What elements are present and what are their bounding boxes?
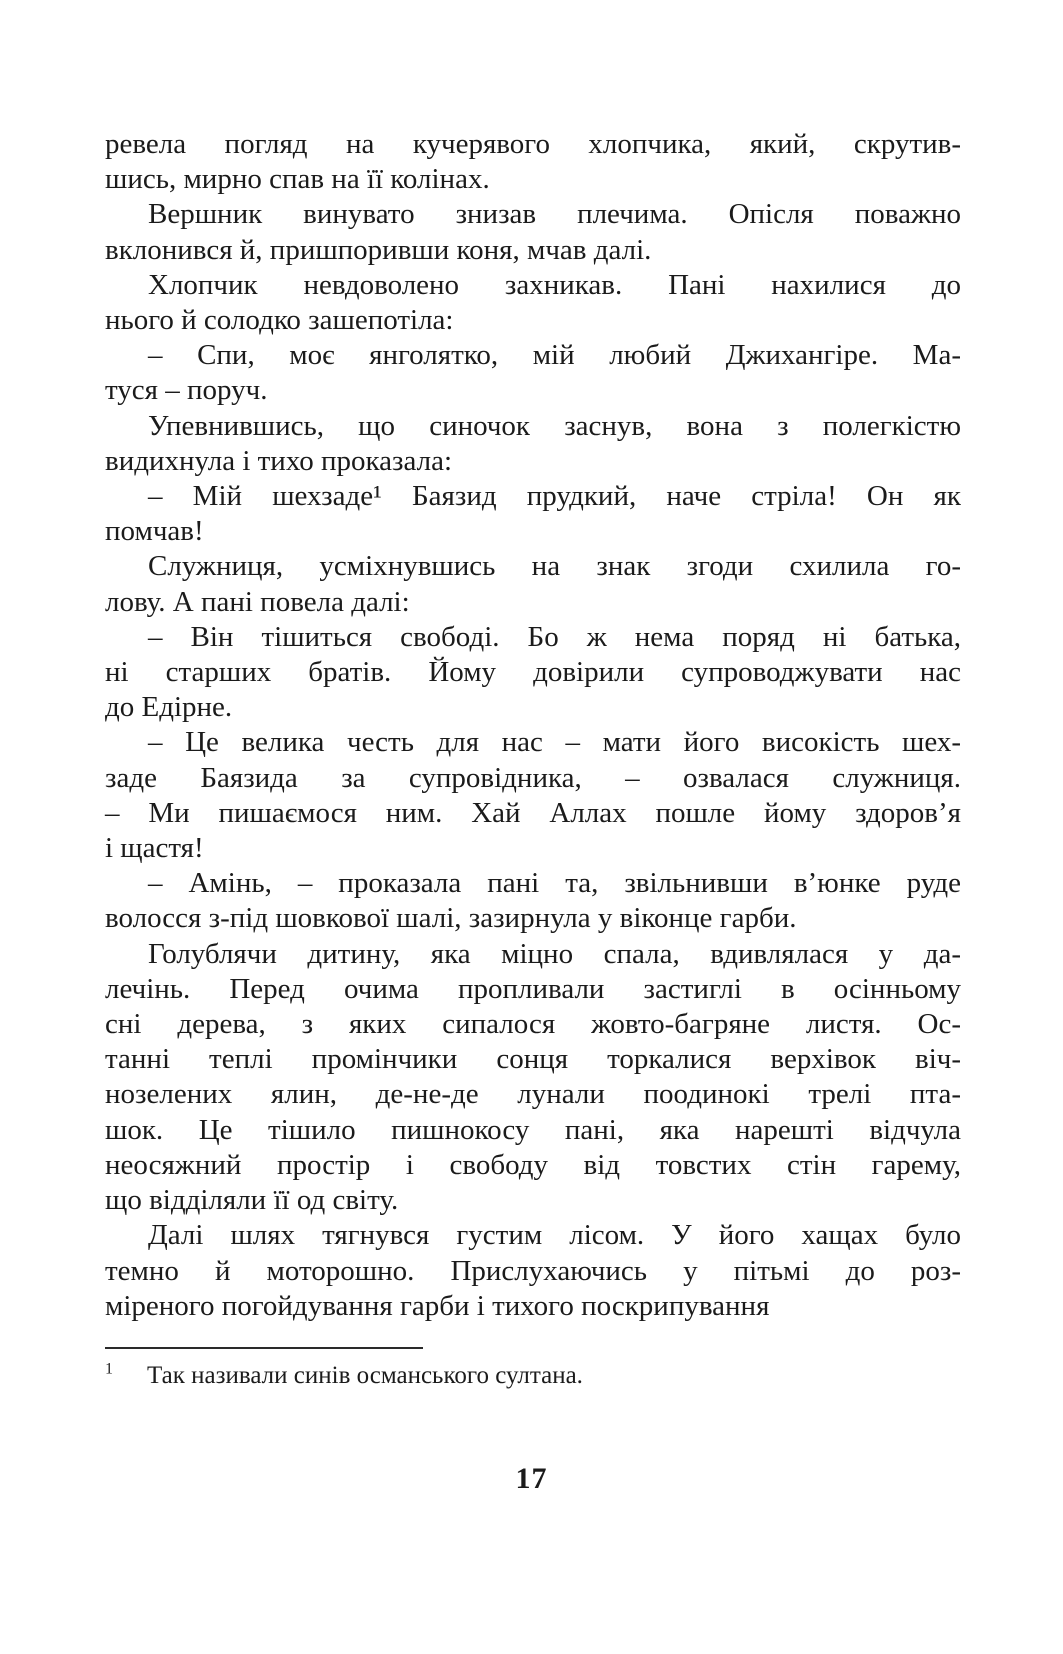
text-line: темно й моторошно. Прислухаючись у пітьмі до роз-	[105, 1254, 961, 1287]
text-line: що відділяли її од світу.	[105, 1184, 399, 1217]
text-line: Вершник винувато знизав плечима. Опісля поважно	[148, 198, 961, 231]
text-line: – Він тішиться свободі. Бо ж нема поряд ні батька,	[148, 620, 961, 653]
text-line: Голублячи дитину, яка міцно спала, вдивлялася у да-	[148, 937, 961, 970]
text-line: лову. А пані повела далі:	[105, 585, 410, 618]
paragraph	[105, 268, 961, 338]
footnote-separator	[105, 1347, 423, 1349]
text-line: волосся з-під шовкової шалі, зазирнула у віконце гарби.	[105, 902, 797, 935]
text-line: Упевнившись, що синочок заснув, вона з полегкістю	[148, 409, 961, 442]
paragraph	[105, 409, 961, 479]
footnote	[105, 1361, 961, 1391]
paragraph	[105, 549, 961, 619]
text-line: шок. Це тішило пишнокосу пані, яка нарешті відчула	[105, 1113, 961, 1146]
paragraph	[105, 937, 961, 1219]
text-line: нозелених ялин, де-не-де лунали поодинокі трелі пта-	[105, 1078, 961, 1111]
text-line: – Ми пишаємося ним. Хай Аллах пошле йому здоров’я	[105, 796, 961, 829]
text-line: – Мій шехзаде¹ Баязид прудкий, наче стріла! Он як	[148, 480, 961, 513]
text-line: Далі шлях тягнувся густим лісом. У його хащах було	[148, 1219, 961, 1252]
text-line: – Амінь, – проказала пані та, звільнивши в’юнке руде	[148, 867, 961, 900]
text-line: – Спи, моє янголятко, мій любий Джихангіре. Ма-	[148, 339, 961, 372]
text-line: – Це велика честь для нас – мати його високість шех-	[148, 726, 961, 759]
paragraph	[105, 197, 961, 267]
text-line: Хлопчик невдоволено захникав. Пані нахилися до	[148, 268, 961, 301]
text-line: вклонився й, пришпоривши коня, мчав далі.	[105, 233, 652, 266]
footnote-text: Так називали синів османського султана.	[147, 1362, 583, 1389]
paragraph	[105, 127, 961, 197]
text-line: лечінь. Перед очима пропливали застиглі в осінньому	[105, 972, 961, 1005]
paragraph	[105, 479, 961, 549]
text-line: нього й солодко зашепотіла:	[105, 304, 454, 337]
paragraph	[105, 725, 961, 866]
text-line: помчав!	[105, 515, 204, 548]
text-line: шись, мирно спав на її колінах.	[105, 163, 490, 196]
paragraph	[105, 866, 961, 936]
text-line: і щастя!	[105, 832, 204, 865]
text-line: до Едірне.	[105, 691, 233, 724]
text-line: неосяжний простір і свободу від товстих стін гарему,	[105, 1148, 961, 1181]
text-line: Служниця, усміхнувшись на знак згоди схилила го-	[148, 550, 961, 583]
text-block	[105, 127, 961, 1324]
text-line: міреного погойдування гарби і тихого поскрипування	[105, 1289, 770, 1322]
text-line: ні старших братів. Йому довірили супроводжувати нас	[105, 656, 961, 689]
paragraph	[105, 1218, 961, 1324]
text-line: сні дерева, з яких сипалося жовто-багряне листя. Ос-	[105, 1008, 961, 1041]
paragraph	[105, 338, 961, 408]
footnote-marker-number: 1	[105, 1360, 113, 1378]
text-line: заде Баязида за супровідника, – озвалася служниця.	[105, 761, 961, 794]
text-line: танні теплі промінчики сонця торкалися верхівок віч-	[105, 1043, 961, 1076]
page-number: 17	[515, 1462, 548, 1495]
paragraph	[105, 620, 961, 726]
text-line: туся – поруч.	[105, 374, 268, 407]
text-line: видихнула і тихо проказала:	[105, 444, 452, 477]
text-line: ревела погляд на кучерявого хлопчика, який, скрутив-	[105, 128, 961, 160]
footnote-marker	[105, 1361, 147, 1391]
